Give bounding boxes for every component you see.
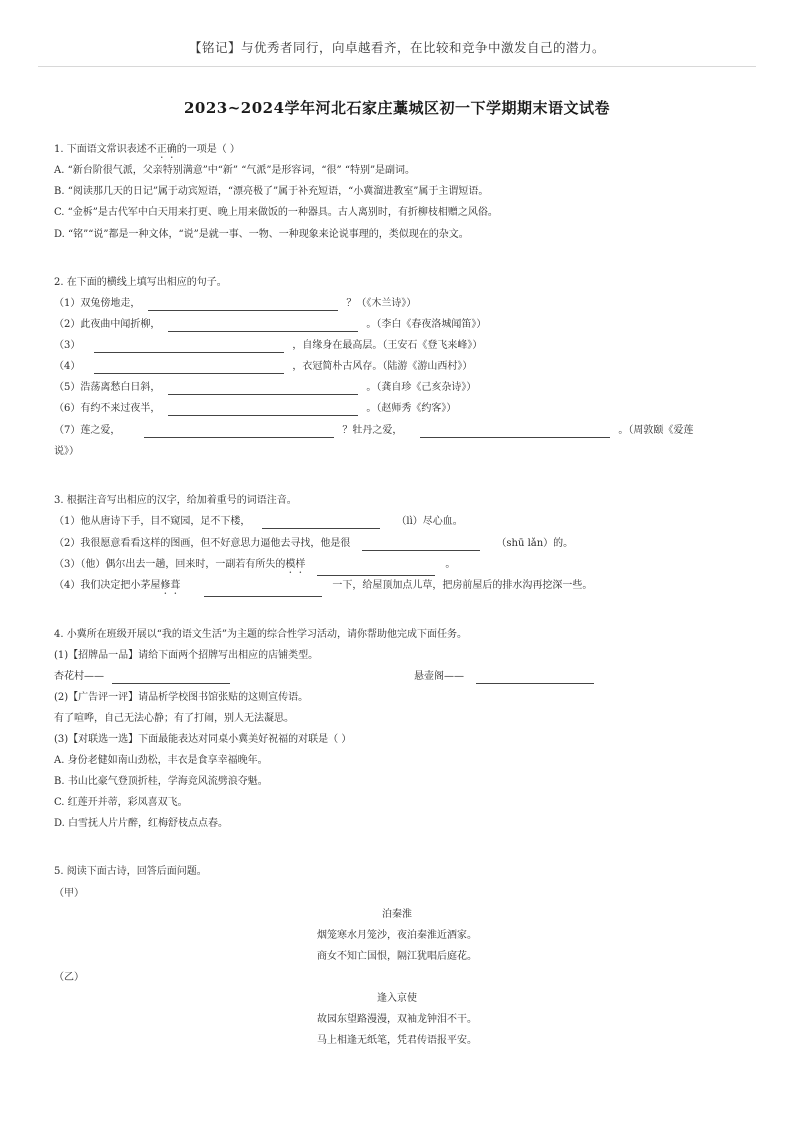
q1-option-a: A. “新台阶很气派，父亲特别满意”中“新” “气派”是形容词，“很” “特别”是副词。 [54,165,416,176]
answer-blank[interactable] [362,539,480,551]
q1-option-c: C. “金柝”是古代军中白天用来打更、晚上用来做饭的一种器具。古人离别时，有折柳枝相赠之风俗。 [54,207,498,218]
poem-b-line-2: 马上相逢无纸笔，凭君传语报平安。 [317,1035,477,1046]
answer-blank[interactable] [168,404,358,416]
answer-blank[interactable] [204,585,322,597]
q4-shop-2: 悬壶阁—— [414,670,602,684]
q4-option-c: C. 红莲开并蒂，彩凤喜双飞。 [54,797,188,808]
q3-emphasis-moyang: 模样 [285,559,306,570]
q4-part-3: (3)【对联选一选】下面最能表达对同桌小冀美好祝福的对联是（ ） [54,734,352,745]
q3-stem: 3. 根据注音写出相应的汉字，给加着重号的词语注音。 [54,495,297,506]
q2-stem: 2. 在下面的横线上填写出相应的句子。 [54,277,227,288]
q2-item-3: （3） ，自缘身在最高层。（王安石《登飞来峰》） [54,340,483,351]
poem-b-line-1: 故园东望路漫漫，双袖龙钟泪不干。 [317,1014,477,1025]
poem-b-title: 逢入京使 [377,993,417,1004]
poem-a-title: 泊秦淮 [382,909,412,920]
q2-item-5: （5）浩荡离愁白日斜， 。（龚自珍《己亥杂诗》） [54,382,477,393]
q2-item-7: （7）莲之爱， ？牡丹之爱， 。（周敦颐《爱莲 [54,425,694,436]
q2-item-2: （2）此夜曲中闻折柳， 。（李白《春夜洛城闻笛》） [54,319,487,330]
answer-blank[interactable] [168,383,358,395]
q4-part-1: (1)【招牌品一品】请给下面两个招牌写出相应的店铺类型。 [54,650,319,661]
q4-stem: 4. 小冀所在班级开展以“我的语文生活”为主题的综合性学习活动，请你帮助他完成下面任务。 [54,629,467,640]
page-title: 2023~2024学年河北石家庄藁城区初一下学期期末语文试卷 [183,99,611,117]
answer-blank[interactable] [317,564,435,576]
q4-slogan: 有了喧哗，自己无法心静；有了打闹，别人无法凝思。 [54,713,294,724]
q4-option-a: A. 身份老健如南山劲松，丰衣是食享幸福晚年。 [54,755,268,766]
q3-item-1: （1）他从唐诗下手，目不窥园，足不下楼， （lì）尽心血。 [54,516,463,527]
answer-blank[interactable] [262,517,380,529]
answer-blank[interactable] [148,299,338,311]
answer-blank[interactable] [112,672,230,684]
poem-a-line-1: 烟笼寒水月笼沙，夜泊秦淮近酒家。 [317,930,477,941]
q2-item-4: （4） ，衣冠简朴古风存。（陆游《游山西村》） [54,361,473,372]
q4-part-2: (2)【广告评一评】请品析学校图书馆张贴的这则宣传语。 [54,692,309,703]
answer-blank[interactable] [476,672,594,684]
q3-emphasis-xiuqi: 修葺 [160,580,181,591]
q3-item-4: （4）我们决定把小茅屋修葺 一下，给屋顶加点儿草，把房前屋后的排水沟再挖深一些。 [54,579,592,597]
answer-blank[interactable] [144,426,334,438]
q1-option-b: B. “阅读那几天的日记”属于动宾短语，“漂亮极了”属于补充短语，“小冀溜进教室”属于主谓短语。 [54,186,489,197]
q4-option-d: D. 白雪抚人片片醉，红梅舒枝点点春。 [54,818,229,829]
q2-item-6: （6）有约不来过夜半， 。（赵师秀《约客》） [54,403,457,414]
q3-item-3: （3）（他）偶尔出去一趟，回来时，一副若有所失的模样 。 [54,558,455,576]
q2-item-1: （1）双兔傍地走， ？（《木兰诗》） [54,298,417,309]
q1-option-d: D. “铭”“说”都是一种文体，“说”是就一事、一物、一种现象来论说事理的，类似现在的杂文。 [54,229,469,240]
q4-option-b: B. 书山比豪气登顶折桂，学海竞风流劈浪夺魁。 [54,776,268,787]
header-motto: 【铭记】与优秀者同行，向卓越看齐，在比较和竞争中激发自己的潜力。 [188,40,605,55]
poem-a-line-2: 商女不知亡国恨，隔江犹唱后庭花。 [317,951,477,962]
q4-shop-1: 杏花村—— [54,670,238,684]
q1-stem: 1. 下面语文常识表述不正确的一项是（ ） [54,144,240,155]
q1-emphasis: 正确 [156,144,177,155]
answer-blank[interactable] [168,320,358,332]
answer-blank[interactable] [94,362,284,374]
header-divider [38,66,756,67]
answer-blank[interactable] [420,426,610,438]
q5-stem: 5. 阅读下面古诗，回答后面问题。 [54,866,207,877]
answer-blank[interactable] [94,341,284,353]
q2-item-7-cont: 说》） [54,446,79,457]
q5-label-a: （甲） [54,888,84,899]
q3-item-2: （2）我很愿意看看这样的图画，但不好意思力逼他去寻找，他是很 （shū lǎn）的。 [54,538,574,549]
q5-label-b: （乙） [54,972,84,983]
